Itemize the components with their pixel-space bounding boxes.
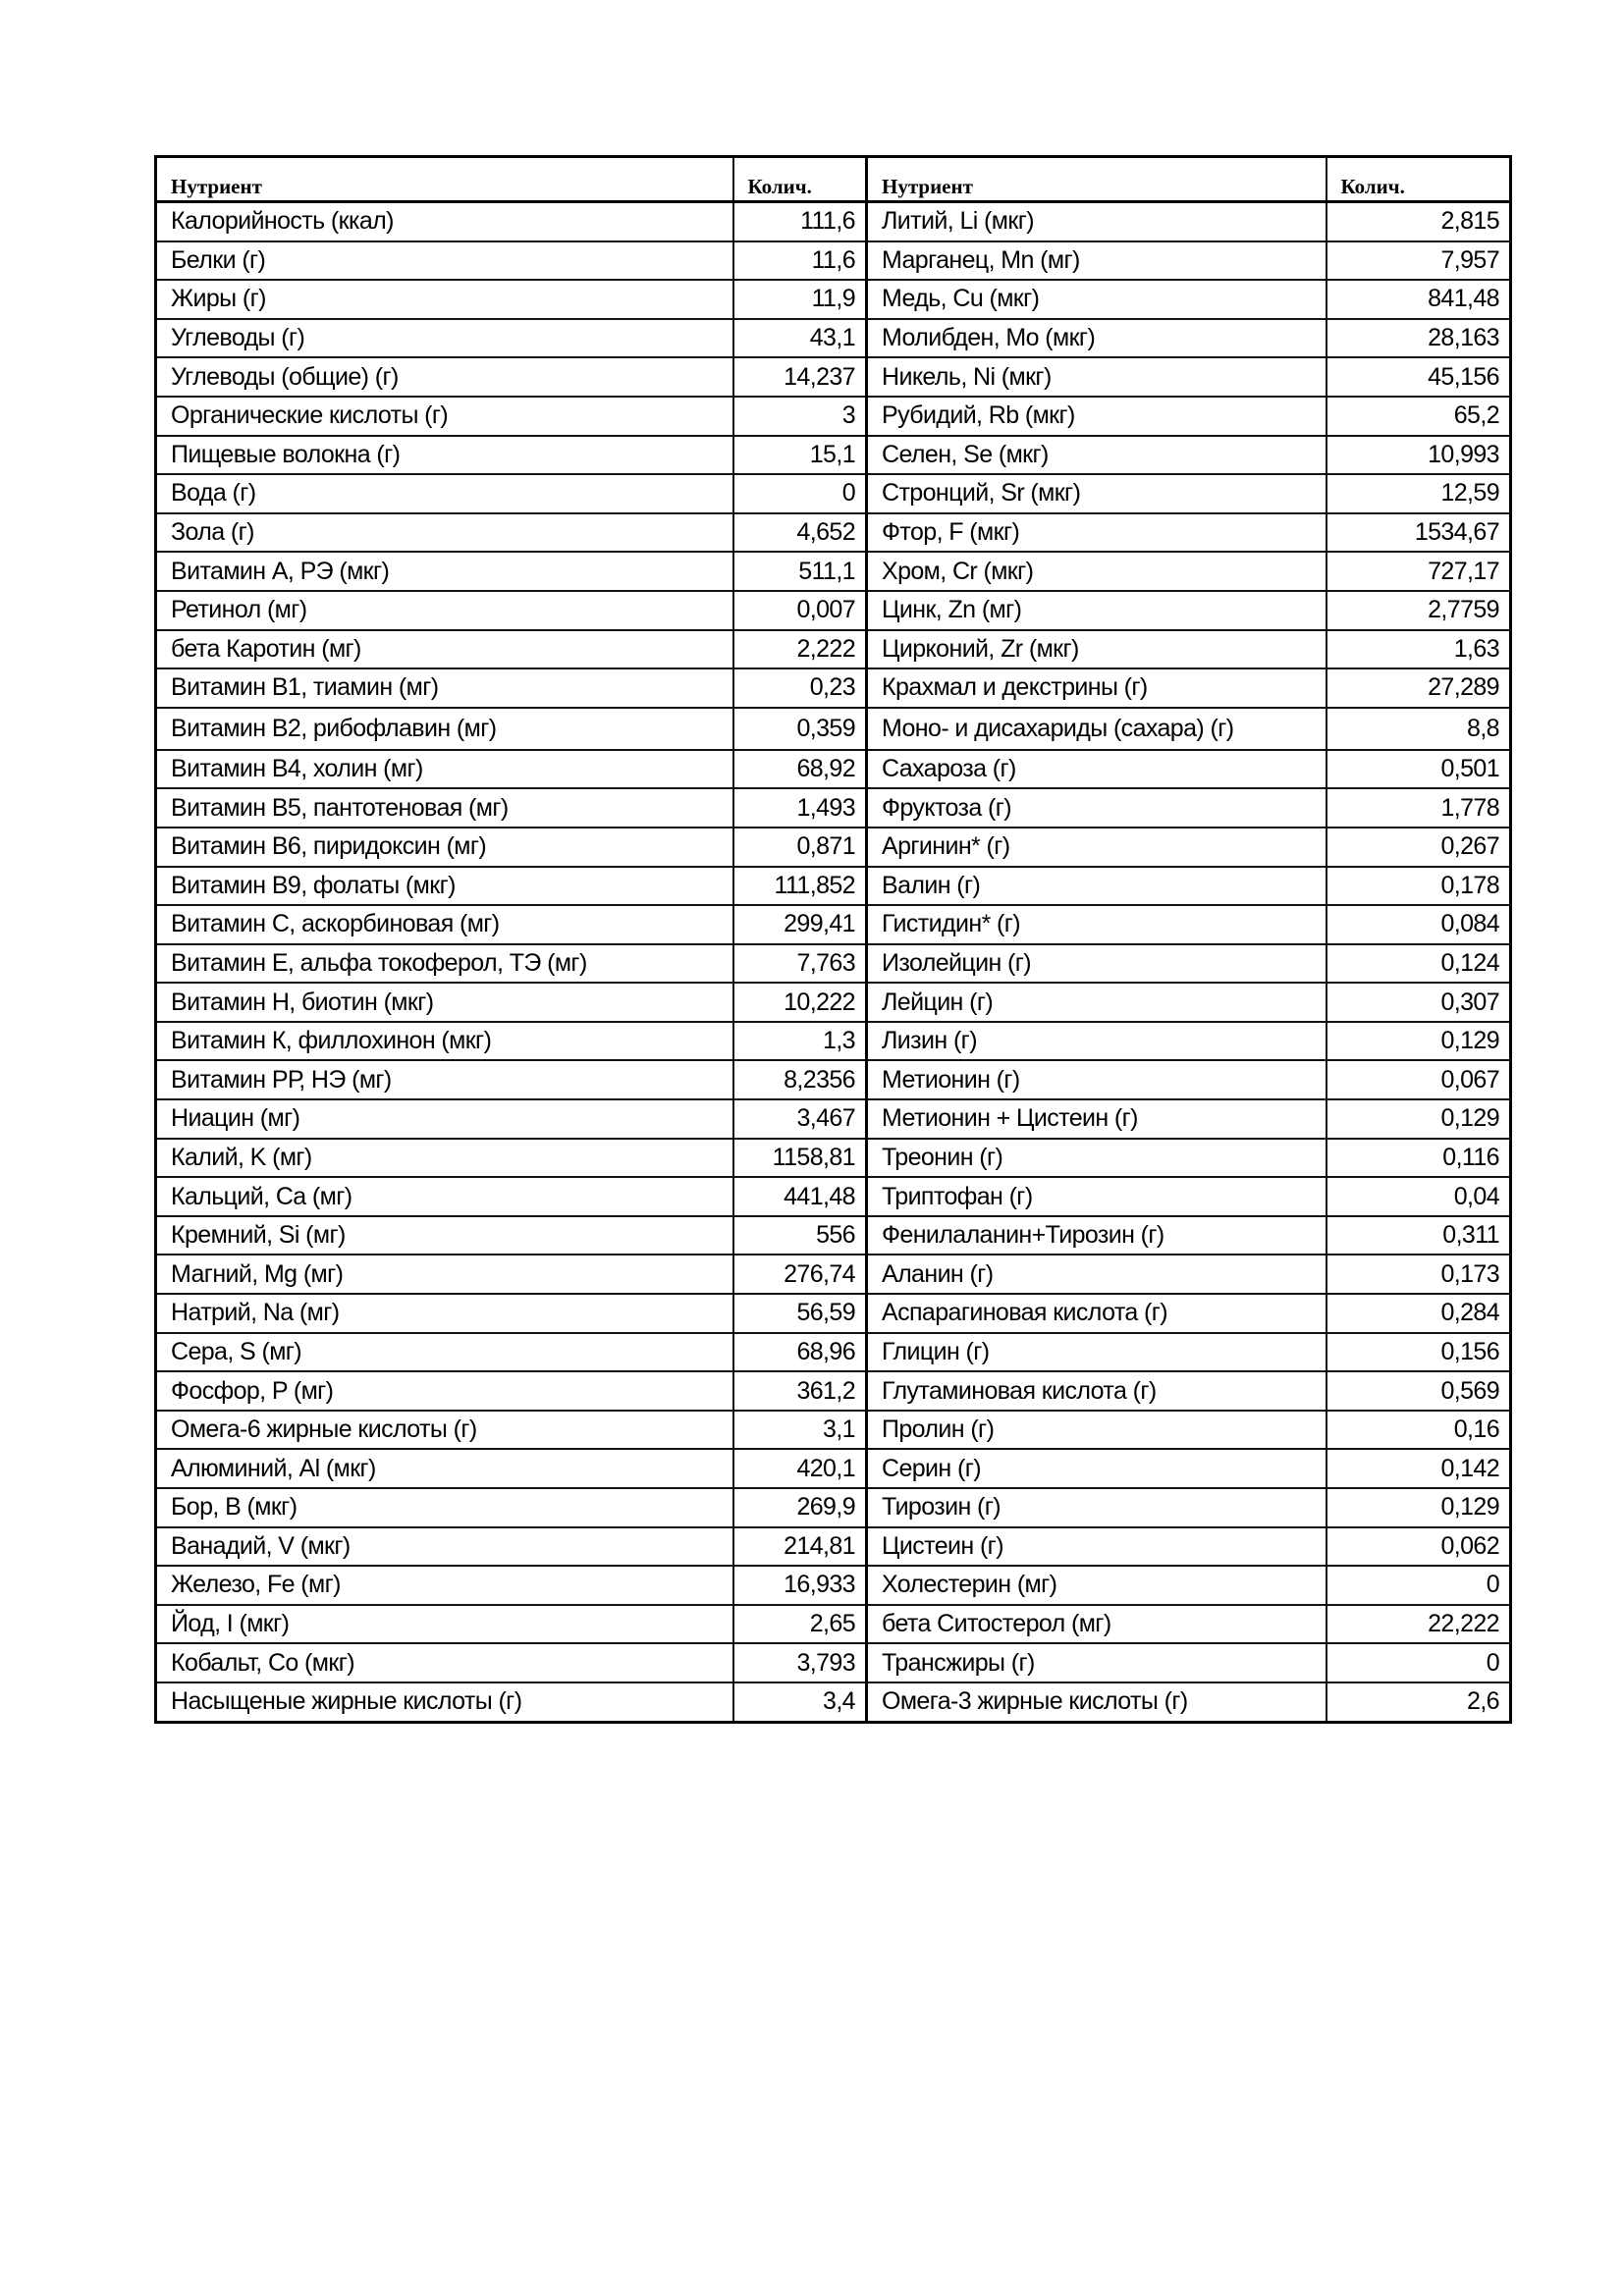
nutrient-amount-right: 727,17 [1326,552,1511,591]
nutrient-name-left: Витамин К, филлохинон (мкг) [156,1022,733,1061]
nutrient-name-left: Белки (г) [156,241,733,281]
nutrient-name-left: Магний, Mg (мг) [156,1255,733,1294]
nutrient-amount-right: 0,569 [1326,1371,1511,1411]
nutrient-name-left: Алюминий, Al (мкг) [156,1449,733,1488]
nutrient-name-right: Глицин (г) [867,1333,1326,1372]
nutrient-name-right: Глутаминовая кислота (г) [867,1371,1326,1411]
table-row [156,1488,1511,1527]
nutrient-name-right: Метионин (г) [867,1060,1326,1099]
nutrient-name-left: Натрий, Na (мг) [156,1294,733,1333]
table-row [156,1177,1511,1216]
nutrient-amount-right: 0,142 [1326,1449,1511,1488]
nutrient-name-left: Витамин РР, НЭ (мг) [156,1060,733,1099]
table-row [156,1255,1511,1294]
nutrient-name-left: Витамин В5, пантотеновая (мг) [156,788,733,828]
nutrient-amount-left: 214,81 [733,1527,867,1567]
nutrient-amount-left: 276,74 [733,1255,867,1294]
nutrient-name-right: Тирозин (г) [867,1488,1326,1527]
nutrient-name-left: Витамин С, аскорбиновая (мг) [156,905,733,944]
nutrient-amount-left: 111,852 [733,867,867,906]
nutrient-amount-right: 0,178 [1326,867,1511,906]
table-row [156,867,1511,906]
nutrient-name-right: Лейцин (г) [867,983,1326,1022]
nutrient-amount-left: 11,6 [733,241,867,281]
table-row [156,241,1511,281]
nutrient-amount-left: 3,793 [733,1643,867,1682]
nutrient-amount-left: 0,871 [733,828,867,867]
nutrient-name-right: Сахароза (г) [867,750,1326,789]
nutrient-name-left: Витамин В6, пиридоксин (мг) [156,828,733,867]
nutrient-amount-right: 0 [1326,1643,1511,1682]
nutrient-name-left: Кобальт, Co (мкг) [156,1643,733,1682]
nutrient-name-left: Витамин В4, холин (мг) [156,750,733,789]
nutrient-name-left: Витамин Н, биотин (мкг) [156,983,733,1022]
nutrient-amount-right: 1,63 [1326,630,1511,669]
nutrient-amount-left: 0,359 [733,708,867,750]
table-row [156,319,1511,358]
nutrient-name-right: Трансжиры (г) [867,1643,1326,1682]
nutrient-amount-right: 22,222 [1326,1605,1511,1644]
nutrient-name-right: Аланин (г) [867,1255,1326,1294]
nutrient-name-right: Хром, Cr (мкг) [867,552,1326,591]
nutrient-name-left: Омега-6 жирные кислоты (г) [156,1411,733,1450]
nutrient-name-right: Лизин (г) [867,1022,1326,1061]
nutrient-name-right: Изолейцин (г) [867,944,1326,984]
nutrient-amount-left: 0 [733,474,867,513]
header-row [156,157,1511,202]
header-amount-left: Колич. [733,157,867,202]
nutrient-amount-left: 556 [733,1216,867,1255]
nutrient-name-right: Никель, Ni (мкг) [867,357,1326,397]
nutrient-amount-right: 0,129 [1326,1099,1511,1139]
nutrient-amount-left: 68,96 [733,1333,867,1372]
nutrient-amount-right: 45,156 [1326,357,1511,397]
nutrient-name-right: Фтор, F (мкг) [867,513,1326,553]
table-row [156,905,1511,944]
nutrient-amount-right: 0,062 [1326,1527,1511,1567]
nutrient-amount-left: 0,007 [733,591,867,630]
nutrient-amount-right: 0,129 [1326,1022,1511,1061]
table-row [156,668,1511,708]
nutrient-name-right: Рубидий, Rb (мкг) [867,397,1326,436]
nutrient-amount-left: 420,1 [733,1449,867,1488]
table-row [156,1566,1511,1605]
table-row [156,1099,1511,1139]
table-row [156,828,1511,867]
nutrient-name-left: Витамин Е, альфа токоферол, ТЭ (мг) [156,944,733,984]
table-row [156,750,1511,789]
nutrient-amount-left: 43,1 [733,319,867,358]
nutrient-name-right: Цирконий, Zr (мкг) [867,630,1326,669]
nutrient-name-right: бета Ситостерол (мг) [867,1605,1326,1644]
nutrient-name-right: Метионин + Цистеин (г) [867,1099,1326,1139]
nutrient-amount-right: 10,993 [1326,436,1511,475]
nutrient-amount-right: 0 [1326,1566,1511,1605]
nutrient-amount-right: 841,48 [1326,280,1511,319]
table-row [156,1527,1511,1567]
header-nutrient-right: Нутриент [867,157,1326,202]
table-row [156,1411,1511,1450]
nutrient-amount-left: 68,92 [733,750,867,789]
nutrient-name-right: Пролин (г) [867,1411,1326,1450]
nutrient-amount-right: 65,2 [1326,397,1511,436]
nutrient-name-right: Моно- и дисахариды (сахара) (г) [867,708,1326,750]
nutrient-amount-right: 7,957 [1326,241,1511,281]
nutrient-amount-right: 28,163 [1326,319,1511,358]
table-row [156,357,1511,397]
nutrient-name-right: Омега-3 жирные кислоты (г) [867,1682,1326,1722]
nutrient-amount-right: 0,307 [1326,983,1511,1022]
nutrient-name-right: Валин (г) [867,867,1326,906]
nutrient-amount-right: 1,778 [1326,788,1511,828]
nutrient-amount-right: 2,6 [1326,1682,1511,1722]
header-nutrient-left: Нутриент [156,157,733,202]
nutrient-amount-right: 0,284 [1326,1294,1511,1333]
table-row [156,1449,1511,1488]
nutrient-amount-right: 0,501 [1326,750,1511,789]
nutrient-name-right: Гистидин* (г) [867,905,1326,944]
nutrient-name-left: Углеводы (г) [156,319,733,358]
nutrient-amount-left: 511,1 [733,552,867,591]
nutrient-name-left: Фосфор, P (мг) [156,1371,733,1411]
nutrient-amount-left: 14,237 [733,357,867,397]
nutrient-name-left: Ниацин (мг) [156,1099,733,1139]
nutrient-amount-left: 15,1 [733,436,867,475]
nutrient-amount-right: 0,311 [1326,1216,1511,1255]
nutrient-amount-left: 2,222 [733,630,867,669]
table-row [156,1682,1511,1722]
nutrient-name-left: Кальций, Ca (мг) [156,1177,733,1216]
nutrient-amount-left: 16,933 [733,1566,867,1605]
table-row [156,1371,1511,1411]
nutrient-amount-left: 0,23 [733,668,867,708]
table-row [156,513,1511,553]
nutrient-name-left: Ретинол (мг) [156,591,733,630]
table-row [156,1060,1511,1099]
nutrient-amount-right: 8,8 [1326,708,1511,750]
nutrient-amount-left: 1158,81 [733,1139,867,1178]
table-row [156,1643,1511,1682]
table-row [156,1022,1511,1061]
nutrient-amount-left: 7,763 [733,944,867,984]
nutrient-name-right: Аргинин* (г) [867,828,1326,867]
table-row [156,1605,1511,1644]
nutrient-name-right: Селен, Se (мкг) [867,436,1326,475]
nutrient-amount-left: 10,222 [733,983,867,1022]
table-row [156,436,1511,475]
nutrient-name-left: Витамин В9, фолаты (мкг) [156,867,733,906]
nutrient-name-right: Фенилаланин+Тирозин (г) [867,1216,1326,1255]
nutrient-amount-left: 3,467 [733,1099,867,1139]
nutrient-amount-left: 4,652 [733,513,867,553]
nutrient-amount-right: 0,156 [1326,1333,1511,1372]
nutrient-name-right: Литий, Li (мкг) [867,202,1326,241]
nutrient-name-right: Триптофан (г) [867,1177,1326,1216]
table-row [156,944,1511,984]
nutrient-amount-left: 11,9 [733,280,867,319]
nutrient-name-left: Витамин А, РЭ (мкг) [156,552,733,591]
table-row [156,630,1511,669]
nutrient-amount-left: 56,59 [733,1294,867,1333]
nutrient-name-left: Железо, Fe (мг) [156,1566,733,1605]
table-body [156,202,1511,1723]
nutrient-name-left: Жиры (г) [156,280,733,319]
nutrient-name-left: Насыщеные жирные кислоты (г) [156,1682,733,1722]
nutrient-amount-right: 0,173 [1326,1255,1511,1294]
nutrient-amount-right: 2,815 [1326,202,1511,241]
nutrient-amount-left: 3 [733,397,867,436]
nutrient-amount-right: 12,59 [1326,474,1511,513]
nutrient-name-left: Кремний, Si (мг) [156,1216,733,1255]
nutrient-amount-left: 1,493 [733,788,867,828]
header-amount-right: Колич. [1326,157,1511,202]
nutrient-name-left: Бор, B (мкг) [156,1488,733,1527]
nutrient-amount-left: 299,41 [733,905,867,944]
nutrient-amount-right: 0,116 [1326,1139,1511,1178]
nutrient-amount-right: 2,7759 [1326,591,1511,630]
nutrient-amount-right: 0,04 [1326,1177,1511,1216]
nutrient-amount-right: 0,267 [1326,828,1511,867]
nutrient-name-right: Крахмал и декстрины (г) [867,668,1326,708]
table-row [156,202,1511,241]
nutrient-name-right: Фруктоза (г) [867,788,1326,828]
nutrient-name-left: Органические кислоты (г) [156,397,733,436]
nutrient-name-right: Цинк, Zn (мг) [867,591,1326,630]
nutrient-amount-right: 0,067 [1326,1060,1511,1099]
nutrient-amount-right: 0,124 [1326,944,1511,984]
table-row [156,1139,1511,1178]
nutrient-table [154,155,1512,1724]
nutrient-name-left: Углеводы (общие) (г) [156,357,733,397]
table-row [156,397,1511,436]
nutrient-amount-right: 27,289 [1326,668,1511,708]
table-row [156,1216,1511,1255]
table-header [156,157,1511,202]
nutrient-name-right: Серин (г) [867,1449,1326,1488]
nutrient-amount-left: 361,2 [733,1371,867,1411]
nutrient-name-right: Холестерин (мг) [867,1566,1326,1605]
nutrient-amount-left: 111,6 [733,202,867,241]
nutrient-amount-left: 8,2356 [733,1060,867,1099]
nutrient-name-left: Витамин В1, тиамин (мг) [156,668,733,708]
nutrient-name-left: Калий, K (мг) [156,1139,733,1178]
nutrient-name-right: Марганец, Mn (мг) [867,241,1326,281]
table-row [156,280,1511,319]
nutrient-name-right: Молибден, Mo (мкг) [867,319,1326,358]
nutrient-name-left: Калорийность (ккал) [156,202,733,241]
nutrient-amount-left: 1,3 [733,1022,867,1061]
nutrient-amount-right: 0,084 [1326,905,1511,944]
table-row [156,983,1511,1022]
nutrient-name-right: Треонин (г) [867,1139,1326,1178]
nutrient-name-right: Аспарагиновая кислота (г) [867,1294,1326,1333]
table-row [156,474,1511,513]
nutrient-name-left: Витамин В2, рибофлавин (мг) [156,708,733,750]
table-row [156,591,1511,630]
nutrient-name-left: Пищевые волокна (г) [156,436,733,475]
nutrient-name-right: Медь, Cu (мкг) [867,280,1326,319]
table-row [156,552,1511,591]
nutrient-amount-left: 441,48 [733,1177,867,1216]
nutrient-amount-right: 0,16 [1326,1411,1511,1450]
nutrient-amount-right: 1534,67 [1326,513,1511,553]
table-row [156,788,1511,828]
nutrient-amount-left: 2,65 [733,1605,867,1644]
nutrient-amount-right: 0,129 [1326,1488,1511,1527]
table-row [156,708,1511,750]
nutrient-amount-left: 269,9 [733,1488,867,1527]
nutrient-name-left: бета Каротин (мг) [156,630,733,669]
nutrient-amount-left: 3,1 [733,1411,867,1450]
nutrient-name-left: Сера, S (мг) [156,1333,733,1372]
nutrient-name-right: Цистеин (г) [867,1527,1326,1567]
nutrient-amount-left: 3,4 [733,1682,867,1722]
table-row [156,1294,1511,1333]
nutrient-name-left: Зола (г) [156,513,733,553]
nutrient-name-left: Ванадий, V (мкг) [156,1527,733,1567]
table-row [156,1333,1511,1372]
nutrient-name-right: Стронций, Sr (мкг) [867,474,1326,513]
nutrient-name-left: Вода (г) [156,474,733,513]
nutrient-name-left: Йод, I (мкг) [156,1605,733,1644]
